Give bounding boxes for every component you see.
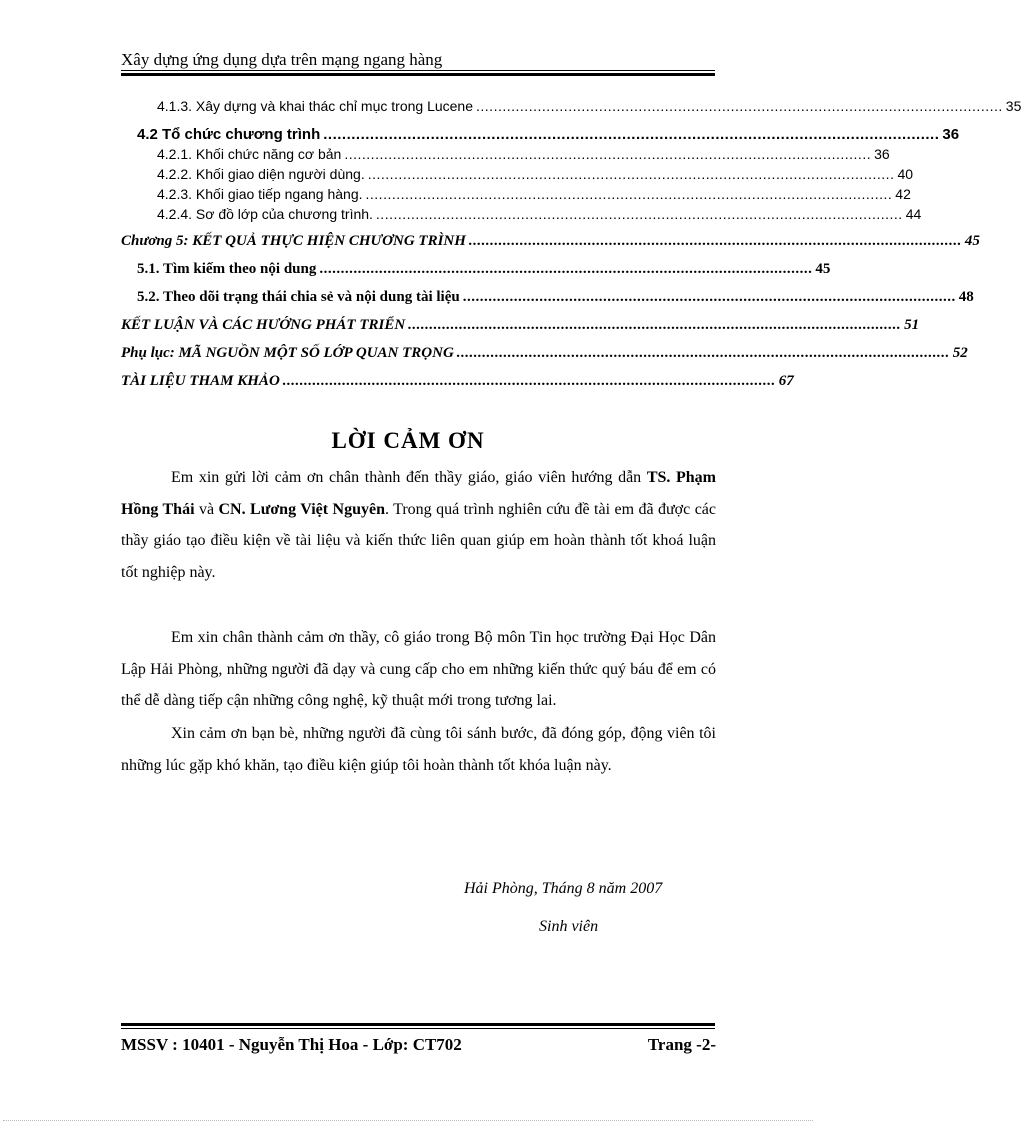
toc-entry-label: 4.2.1. Khối chức năng cơ bản: [157, 146, 342, 162]
toc-entry-chapter-5[interactable]: [121, 233, 980, 250]
paragraph-text: . Trong quá trình nghiên cứu đề tài em đã được các thầy giáo tạo điều kiện về tài liệu và kiến thức liên quan giúp em hoàn thành tốt khoá luận tốt nghiệp này.: [121, 500, 716, 581]
toc-entry-label: 5.1. Tìm kiếm theo nội dung: [137, 261, 317, 277]
toc-entry-page: 36: [942, 126, 960, 143]
toc-entry-4-2-2[interactable]: [157, 166, 914, 182]
paragraph-text: Em xin gửi lời cảm ơn chân thành đến thầy giáo, giáo viên hướng dẫn: [171, 469, 647, 486]
toc-entry-references[interactable]: [121, 373, 794, 390]
toc-entry-label: Chương 5: KẾT QUẢ THỰC HIỆN CHƯƠNG TRÌNH: [121, 233, 466, 249]
advisor-name-1: TS. Phạm Hồng Thái: [121, 469, 717, 518]
toc-leader-dots: ....................................................................................................................................: [323, 126, 940, 143]
advisor-name-2: CN. Lương Việt Nguyên: [218, 500, 385, 518]
toc-entry-label: 4.2.2. Khối giao diện người dùng.: [157, 166, 365, 182]
toc-entry-label: Phụ lục: MÃ NGUỒN MỘT SỐ LỚP QUAN TRỌNG: [121, 345, 454, 361]
toc-entry-page: 42: [895, 186, 911, 202]
toc-entry-4-2-1[interactable]: [157, 146, 890, 162]
acknowledgement-paragraph-2: Em xin chân thành cảm ơn thầy, cô giáo trong Bộ môn Tin học trường Đại Học Dân Lập Hải Phòng, những người đã dạy và cung cấp cho em những kiến thức quý báu để em có thể dễ dàng tiếp cận những công nghệ, kỹ thuật mới trong tương lai.: [121, 629, 716, 709]
toc-entry-4-2-4[interactable]: [157, 206, 922, 222]
toc-leader-dots: ....................................................................................................................: [468, 233, 962, 249]
toc-entry-label: KẾT LUẬN VÀ CÁC HƯỚNG PHÁT TRIỂN: [121, 317, 406, 333]
toc-leader-dots: ....................................................................................................................: [462, 289, 956, 305]
toc-leader-dots: ........................................................................................................................: [367, 166, 895, 182]
header-rule-thin: [121, 70, 715, 71]
toc-entry-conclusion[interactable]: [121, 317, 920, 334]
toc-leader-dots: ....................................................................................................................: [456, 345, 950, 361]
toc-leader-dots: ....................................................................................................................: [282, 373, 776, 389]
acknowledgement-title: LỜI CẢM ƠN: [331, 428, 485, 453]
toc-entry-page: 48: [958, 289, 974, 305]
toc-entry-label: TÀI LIỆU THAM KHẢO: [121, 373, 280, 389]
toc-entry-page: 44: [905, 206, 922, 222]
toc-leader-dots: ........................................................................................................................: [375, 206, 903, 222]
toc-entry-4-2-3[interactable]: [157, 186, 911, 202]
toc-leader-dots: ....................................................................................................................: [319, 261, 813, 277]
acknowledgement-paragraph-3: Xin cảm ơn bạn bè, những người đã cùng tôi sánh bước, đã đóng góp, động viên tôi những lúc gặp khó khăn, tạo điều kiện giúp tôi hoàn thành tốt khóa luận này.: [121, 725, 716, 774]
toc-entry-page: 45: [964, 233, 980, 249]
toc-leader-dots: ........................................................................................................................: [365, 186, 893, 202]
footer-page-number: Trang -2-: [647, 1035, 716, 1054]
footer-student-info: MSSV : 10401 - Nguyễn Thị Hoa - Lớp: CT702: [121, 1035, 462, 1054]
toc-entry-4-1-3[interactable]: [157, 98, 1021, 114]
header-rule-thick: [121, 73, 715, 76]
header-title: Xây dựng ứng dụng dựa trên mạng ngang hàng: [121, 50, 443, 69]
acknowledgement-paragraph-1: [121, 462, 716, 588]
toc-entry-4-2[interactable]: [137, 126, 960, 143]
toc-entry-label: 4.2.3. Khối giao tiếp ngang hàng.: [157, 186, 363, 202]
page-bottom-border: [3, 1120, 813, 1121]
toc-entry-appendix[interactable]: [121, 345, 968, 362]
toc-leader-dots: ........................................................................................................................: [476, 98, 1003, 114]
toc-entry-page: 67: [778, 373, 794, 389]
toc-leader-dots: ........................................................................................................................: [344, 146, 872, 162]
paragraph-text: và: [194, 500, 219, 518]
toc-entry-5-1[interactable]: [137, 261, 831, 278]
footer-rule-thin: [121, 1028, 715, 1029]
toc-entry-page: 51: [904, 317, 920, 333]
toc-entry-page: 45: [815, 261, 831, 277]
footer-rule-thick: [121, 1023, 715, 1026]
signature-role: Sinh viên: [539, 918, 599, 935]
toc-entry-page: 35: [1005, 98, 1021, 114]
toc-entry-page: 40: [897, 166, 914, 182]
toc-entry-page: 36: [874, 146, 890, 162]
signature-place-date: Hải Phòng, Tháng 8 năm 2007: [464, 880, 663, 897]
toc-entry-5-2[interactable]: [137, 289, 974, 306]
toc-entry-label: 5.2. Theo dõi trạng thái chia sẻ và nội dung tài liệu: [137, 289, 460, 305]
toc-entry-label: 4.2.4. Sơ đồ lớp của chương trình.: [157, 206, 373, 222]
toc-entry-label: 4.1.3. Xây dựng và khai thác chỉ mục trong Lucene: [157, 98, 474, 114]
toc-entry-page: 52: [952, 345, 968, 361]
toc-leader-dots: ....................................................................................................................: [408, 317, 902, 333]
toc-entry-label: 4.2 Tổ chức chương trình: [137, 126, 321, 143]
